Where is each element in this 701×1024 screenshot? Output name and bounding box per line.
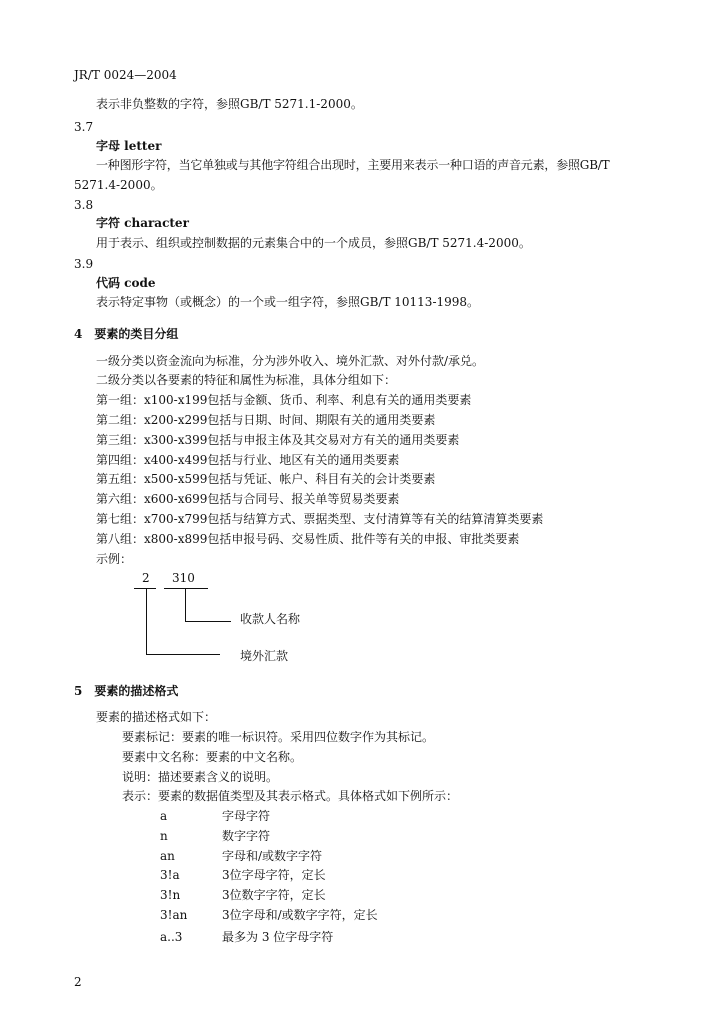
page-number: 2 xyxy=(74,975,82,989)
document-number: JR/T 0024—2004 xyxy=(74,68,177,82)
section-intro: 二级分类以各要素的特征和属性为标准，具体分组如下： xyxy=(96,373,397,387)
term-letter: 字母 letter xyxy=(96,139,162,153)
term-code: 代码 code xyxy=(96,276,156,290)
clause-number: 3.9 xyxy=(74,257,94,271)
format-code: a xyxy=(160,809,168,823)
format-item: 要素中文名称：要素的中文名称。 xyxy=(122,750,303,764)
format-code: a..3 xyxy=(160,930,183,944)
underline-first xyxy=(134,588,156,589)
example-label: 示例： xyxy=(96,552,133,566)
format-desc: 3位数字字符，定长 xyxy=(222,888,326,902)
example-label-rest: 收款人名称 xyxy=(240,612,301,626)
text-line: 一种图形字符，当它单独或与其他字符组合出现时，主要用来表示一种口语的声音元素，参照GB/T xyxy=(96,158,610,172)
connector-rest-horizontal xyxy=(185,621,231,622)
format-desc: 最多为 3 位字母字符 xyxy=(222,930,334,944)
group-item: 第六组：x600-x699包括与合同号、报关单等贸易类要素 xyxy=(96,492,400,506)
underline-rest xyxy=(164,588,208,589)
group-item: 第三组：x300-x399包括与申报主体及其交易对方有关的通用类要素 xyxy=(96,433,460,447)
format-item: 要素标记：要素的唯一标识符。采用四位数字作为其标记。 xyxy=(122,730,435,744)
format-desc: 数字字符 xyxy=(222,829,271,843)
example-code-rest: 310 xyxy=(172,571,195,585)
group-item: 第四组：x400-x499包括与行业、地区有关的通用类要素 xyxy=(96,453,400,467)
term-character: 字符 character xyxy=(96,216,189,230)
clause-number: 3.7 xyxy=(74,120,94,134)
format-code: 3!a xyxy=(160,868,180,882)
text-line: 5271.4-2000。 xyxy=(74,178,163,192)
format-item: 表示：要素的数据值类型及其表示格式。具体格式如下例所示： xyxy=(122,789,459,803)
format-code: 3!an xyxy=(160,908,188,922)
group-item: 第一组：x100-x199包括与金额、货币、利率、利息有关的通用类要素 xyxy=(96,393,472,407)
connector-first-horizontal xyxy=(146,654,220,655)
format-code: 3!n xyxy=(160,888,181,902)
group-item: 第七组：x700-x799包括与结算方式、票据类型、支付清算等有关的结算清算类要素 xyxy=(96,512,544,526)
text-line: 表示特定事物（或概念）的一个或一组字符，参照GB/T 10113-1998。 xyxy=(96,295,480,309)
group-item: 第八组：x800-x899包括申报号码、交易性质、批件等有关的申报、审批类要素 xyxy=(96,532,520,546)
format-code: an xyxy=(160,849,175,863)
format-desc: 3位字母和/或数字字符，定长 xyxy=(222,908,378,922)
format-code: n xyxy=(160,829,168,843)
text-line: 用于表示、组织或控制数据的元素集合中的一个成员，参照GB/T 5271.4-2000。 xyxy=(96,236,531,250)
clause-number: 3.8 xyxy=(74,198,94,212)
text-line: 表示非负整数的字符，参照GB/T 5271.1-2000。 xyxy=(96,97,363,111)
example-label-first: 境外汇款 xyxy=(240,649,289,663)
format-item: 说明：描述要素含义的说明。 xyxy=(122,770,279,784)
format-desc: 3位字母字符，定长 xyxy=(222,868,326,882)
format-desc: 字母和/或数字字符 xyxy=(222,849,323,863)
section-intro: 一级分类以资金流向为标准，分为涉外收入、境外汇款、对外付款/承兑。 xyxy=(96,354,485,368)
connector-rest-vertical xyxy=(185,589,186,622)
section-heading: 4 要素的类目分组 xyxy=(74,327,179,341)
section-heading: 5 要素的描述格式 xyxy=(74,684,179,698)
example-code-first: 2 xyxy=(142,571,150,585)
section-intro: 要素的描述格式如下： xyxy=(96,710,217,724)
group-item: 第二组：x200-x299包括与日期、时间、期限有关的通用类要素 xyxy=(96,413,436,427)
format-desc: 字母字符 xyxy=(222,809,271,823)
group-item: 第五组：x500-x599包括与凭证、帐户、科目有关的会计类要素 xyxy=(96,472,436,486)
connector-first-vertical xyxy=(146,589,147,655)
